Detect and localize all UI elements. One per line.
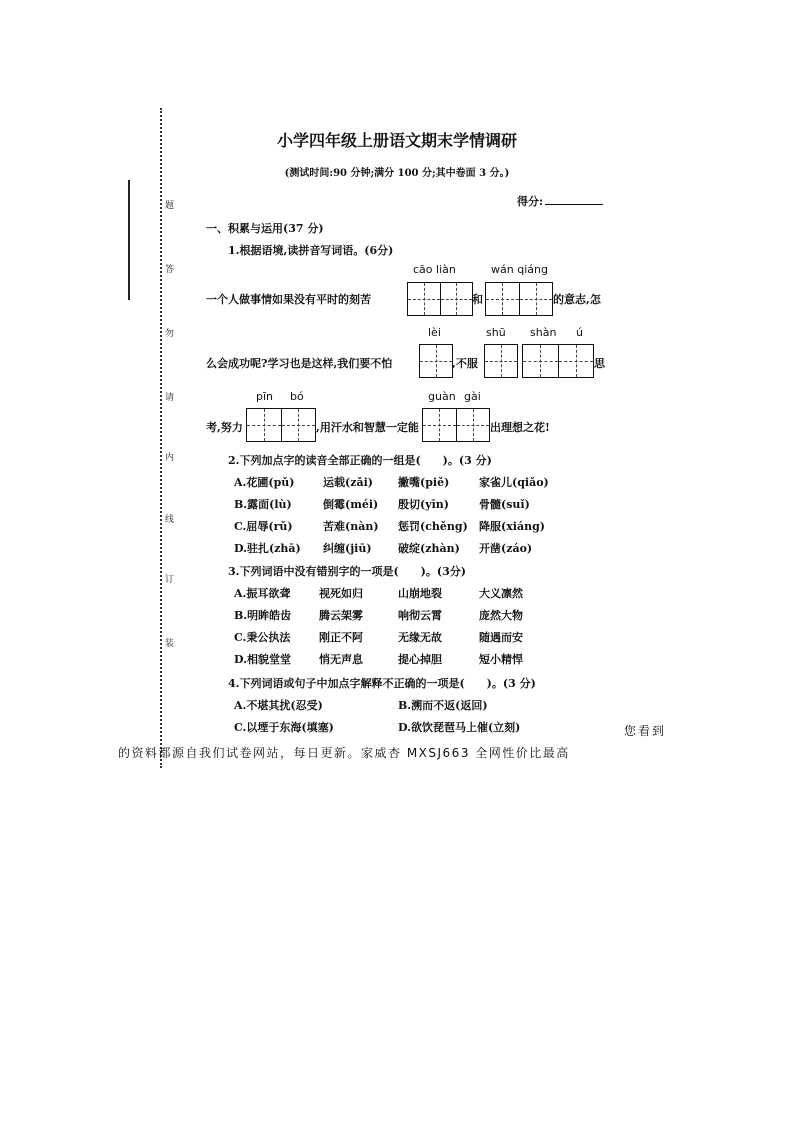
footer-line-1: 您看到 xyxy=(624,724,667,738)
q2-option-b-2: 倒霉(méi) xyxy=(323,498,379,511)
q1-line2-part-a: 么会成功呢?学习也是这样,我们要不怕 xyxy=(206,357,393,370)
q3-option-b-1[interactable]: B.明眸皓齿 xyxy=(234,609,292,622)
q3-option-c-3: 无缘无故 xyxy=(398,631,442,644)
q3-option-a-2: 视死如归 xyxy=(319,587,363,600)
q3-option-b-2: 腾云架雾 xyxy=(319,609,363,622)
q3-option-d-3: 提心掉胆 xyxy=(398,653,442,666)
answer-box-shu[interactable] xyxy=(484,344,518,378)
q1-line3-part-a: 考,努力 xyxy=(206,421,243,434)
q2-option-b-3: 殷切(yīn) xyxy=(398,498,449,511)
score-field xyxy=(517,193,603,209)
q2-option-d-1[interactable]: D.驻扎(zhā) xyxy=(234,542,301,555)
q3-option-c-4: 随遇而安 xyxy=(479,631,523,644)
q2-option-a-3: 撇嘴(piě) xyxy=(398,476,450,489)
binding-char: 请 xyxy=(165,393,175,403)
answer-box-wanqiang[interactable] xyxy=(485,282,553,316)
footer-line-2: 的资料都源自我们试卷网站，每日更新。家威杏 MXSJ663 全网性价比最高 xyxy=(118,746,570,760)
page-subtitle: (测试时间:90 分钟;满分 100 分;其中卷面 3 分。) xyxy=(284,168,510,179)
q2-option-c-3: 惩罚(chěng) xyxy=(398,520,468,533)
q4-option-a[interactable]: A.不堪其扰(忍受) xyxy=(234,699,323,712)
pinyin-caolian: cāo liàn xyxy=(413,263,456,276)
binding-char: 线 xyxy=(165,515,175,525)
pinyin-lei: lèi xyxy=(428,326,441,339)
binding-dotted-line xyxy=(160,108,162,768)
page-title: 小学四年级上册语文期末学情调研 xyxy=(276,131,517,150)
q1-line1-part-c: 的意志,怎 xyxy=(553,293,601,306)
q2-option-a-1[interactable]: A.花圃(pǔ) xyxy=(234,476,295,489)
answer-box-guangai[interactable] xyxy=(422,408,490,442)
binding-char: 订 xyxy=(165,575,175,585)
q2-option-b-1[interactable]: B.露面(lù) xyxy=(234,498,292,511)
q2-option-c-4: 降服(xiáng) xyxy=(479,520,545,533)
pinyin-guan: guàn xyxy=(428,390,456,403)
pinyin-u: ú xyxy=(576,326,583,339)
answer-box-caolian[interactable] xyxy=(407,282,473,316)
q2-option-a-4: 家雀儿(qiǎo) xyxy=(479,476,549,489)
q3-option-b-4: 庞然大物 xyxy=(479,609,523,622)
binding-char: 装 xyxy=(165,639,175,649)
q3-option-a-1[interactable]: A.振耳欲聋 xyxy=(234,587,291,600)
answer-box-pinbo[interactable] xyxy=(246,408,316,442)
q2-option-d-3: 破绽(zhàn) xyxy=(398,542,460,555)
q3-option-d-1[interactable]: D.相貌堂堂 xyxy=(234,653,291,666)
question-4-prompt: 4.下列词语或句子中加点字解释不正确的一项是( )。(3 分) xyxy=(228,677,536,690)
binding-char: 勿 xyxy=(165,329,175,339)
q3-option-d-4: 短小精悍 xyxy=(479,653,523,666)
q3-option-a-3: 山崩地裂 xyxy=(398,587,442,600)
answer-box-lei[interactable] xyxy=(419,344,453,378)
pinyin-bo: bó xyxy=(290,390,304,403)
score-label: 得分: xyxy=(517,195,544,208)
pinyin-gai: gài xyxy=(464,390,481,403)
q2-option-c-1[interactable]: C.屈辱(rǔ) xyxy=(234,520,293,533)
q2-option-d-4: 开凿(záo) xyxy=(479,542,533,555)
q2-option-a-2: 运载(zǎi) xyxy=(323,476,373,489)
q2-option-c-2: 苦难(nàn) xyxy=(323,520,379,533)
q1-line1-part-b: 和 xyxy=(472,293,483,306)
q1-line3-part-c: 出理想之花! xyxy=(490,421,550,434)
q3-option-d-2: 悄无声息 xyxy=(319,653,363,666)
answer-box-shanchang[interactable] xyxy=(522,344,594,378)
q1-line2-part-b: ,不服 xyxy=(452,357,478,370)
pinyin-wanqiang: wán qiáng xyxy=(491,263,548,276)
pinyin-pin: pīn xyxy=(256,390,274,403)
q1-line2-part-c: 思 xyxy=(594,357,605,370)
q3-option-b-3: 响彻云霄 xyxy=(398,609,442,622)
score-blank[interactable] xyxy=(545,204,603,205)
question-2-prompt: 2.下列加点字的读音全部正确的一组是( )。(3 分) xyxy=(228,454,492,467)
q4-option-b[interactable]: B.溯而不返(返回) xyxy=(398,699,488,712)
pinyin-shu: shū xyxy=(486,326,506,339)
q3-option-c-2: 刚正不阿 xyxy=(319,631,363,644)
q3-option-c-1[interactable]: C.秉公执法 xyxy=(234,631,291,644)
q4-option-c[interactable]: C.以堙于东海(填塞) xyxy=(234,721,334,734)
q1-line1-part-a: 一个人做事情如果没有平时的刻苦 xyxy=(206,293,371,306)
binding-solid-line xyxy=(128,180,130,300)
q1-line3-part-b: ,用汗水和智慧一定能 xyxy=(316,421,419,434)
q2-option-d-2: 纠缠(jiū) xyxy=(323,542,372,555)
question-3-prompt: 3.下列词语中没有错别字的一项是( )。(3分) xyxy=(228,565,466,578)
binding-char: 内 xyxy=(165,453,175,463)
pinyin-shan: shàn xyxy=(530,326,557,339)
q2-option-b-4: 骨髓(suǐ) xyxy=(479,498,530,511)
binding-char: 答 xyxy=(165,265,175,275)
binding-char: 题 xyxy=(165,201,175,211)
section-heading: 一、积累与运用(37 分) xyxy=(206,222,324,235)
q3-option-a-4: 大义凛然 xyxy=(479,587,523,600)
q4-option-d[interactable]: D.欲饮琵琶马上催(立刻) xyxy=(398,721,521,734)
question-1-prompt: 1.根据语境,读拼音写词语。(6分) xyxy=(228,244,394,257)
